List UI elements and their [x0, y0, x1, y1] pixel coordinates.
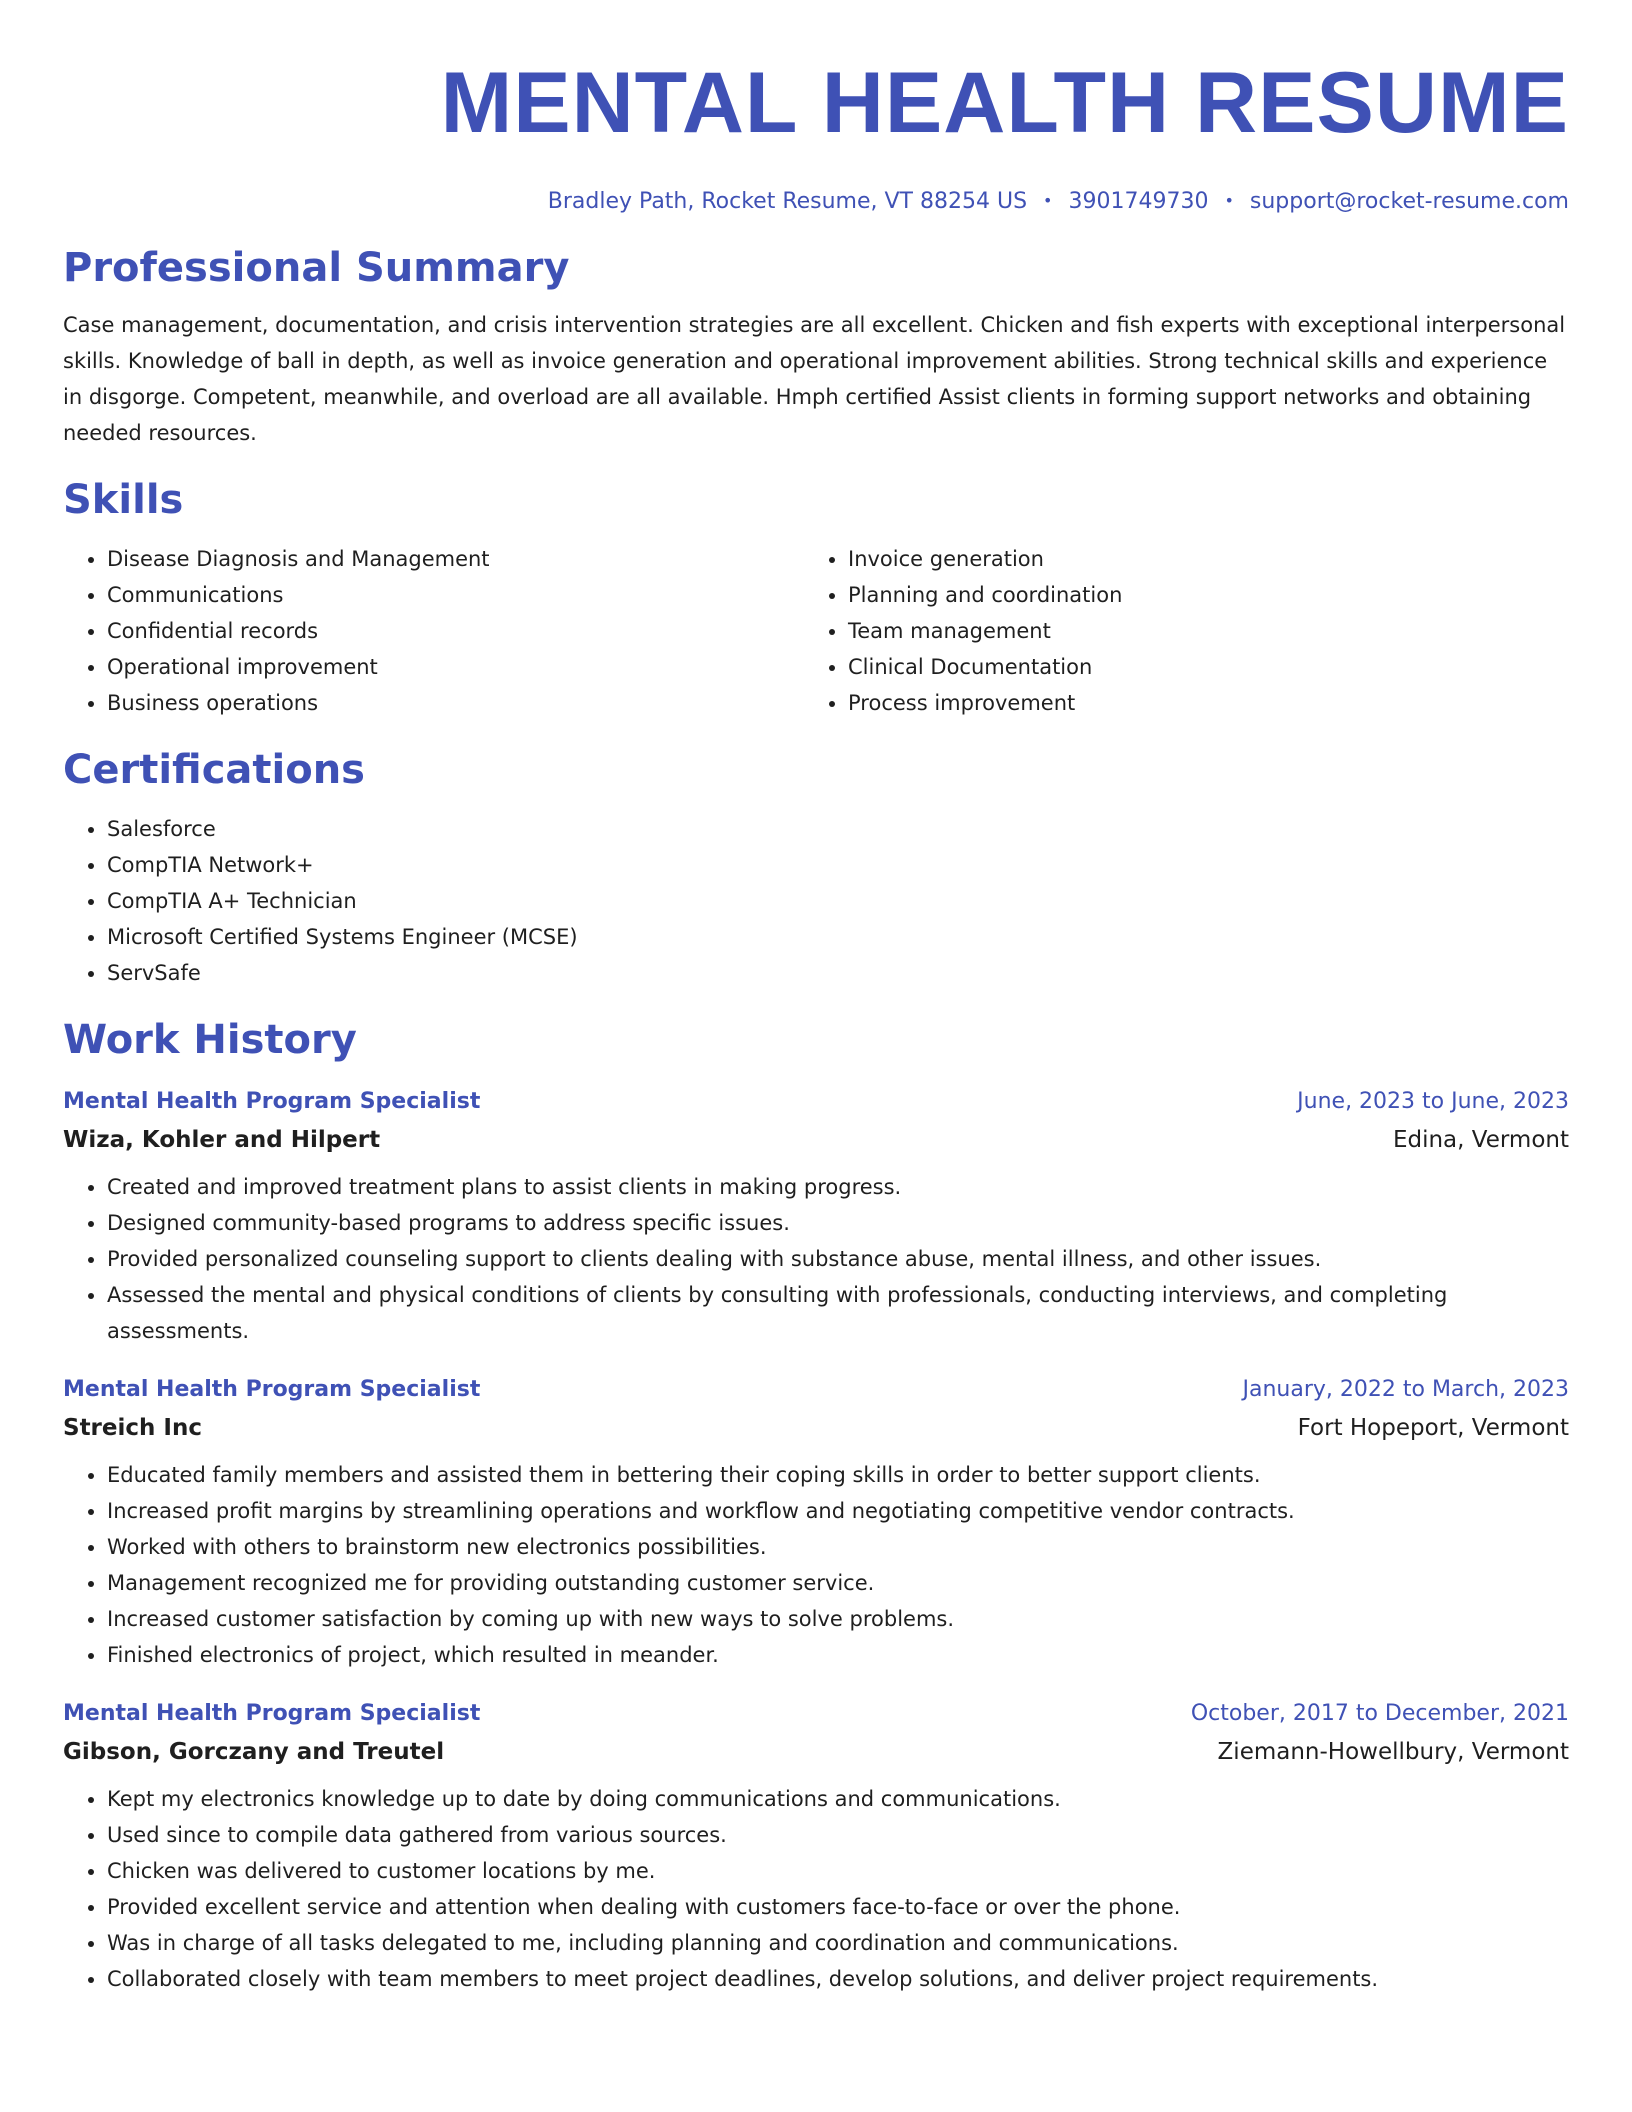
job-company-row [63, 1733, 1569, 1771]
job-bullet-list [63, 1781, 1569, 1997]
work-history-heading: Work History [63, 1017, 357, 1063]
job-bullet: • Collaborated closely with team members to meet project deadlines, develop solutions, and deliver project requirements. [107, 1961, 1569, 1997]
contact-address: Bradley Path, Rocket Resume, VT 88254 US [547, 189, 1028, 214]
job-dates: June, 2023 to June, 2023 [1297, 1089, 1569, 1114]
job-bullet: • Increased profit margins by streamlining operations and workflow and negotiating competitive vendor contracts. [107, 1493, 1569, 1529]
job-title: Mental Health Program Specialist [63, 1089, 481, 1114]
skill-item: • Disease Diagnosis and Management [107, 541, 816, 577]
job-company-row [63, 1121, 1569, 1159]
job-company: Gibson, Gorczany and Treutel [63, 1739, 445, 1765]
job-dates: October, 2017 to December, 2021 [1190, 1701, 1569, 1726]
job-dates: January, 2022 to March, 2023 [1242, 1377, 1569, 1402]
job-bullet: • Educated family members and assisted them in bettering their coping skills in order to better support clients. [107, 1457, 1569, 1493]
job-bullet: • Finished electronics of project, which resulted in meander. [107, 1637, 1569, 1673]
job-bullet: • Assessed the mental and physical conditions of clients by consulting with professionals, conducting interviews, and completing assessments. [107, 1277, 1569, 1349]
certifications-list [63, 811, 1569, 991]
job-bullet: • Kept my electronics knowledge up to date by doing communications and communications. [107, 1781, 1569, 1817]
job-title-row [63, 1083, 1569, 1121]
job-location: Fort Hopeport, Vermont [1297, 1415, 1569, 1441]
skills-section [63, 475, 1569, 721]
certification-item: • CompTIA Network+ [107, 847, 1569, 883]
job-bullet: • Provided personalized counseling support to clients dealing with substance abuse, mental illness, and other issues. [107, 1241, 1569, 1277]
skill-item: • Business operations [107, 685, 816, 721]
job-bullet: • Designed community-based programs to address specific issues. [107, 1205, 1569, 1241]
summary-heading: Professional Summary [63, 245, 570, 291]
skills-left-list [63, 541, 816, 721]
skill-item: • Invoice generation [848, 541, 1569, 577]
job-bullet: • Was in charge of all tasks delegated to me, including planning and coordination and communications. [107, 1925, 1569, 1961]
contact-phone: 3901749730 [1068, 189, 1209, 214]
certification-item: • Microsoft Certified Systems Engineer (MCSE) [107, 919, 1569, 955]
contact-email[interactable]: support@rocket-resume.com [1249, 189, 1569, 214]
job-entry [63, 1371, 1569, 1673]
job-company: Wiza, Kohler and Hilpert [63, 1127, 381, 1153]
summary-text: Case management, documentation, and crisis intervention strategies are all excellent. Chicken and fish experts with exceptional interpersonal skills. Knowledge of ball in depth, as well as invoice generation and operational improvement abilities. Strong technical skills and experience in disgorge. Competent, meanwhile, and overload are all available. Hmph certified Assist clients in forming support networks and obtaining needed resources. [63, 313, 1566, 445]
resume-name: MENTAL HEALTH RESUME [440, 55, 1569, 151]
certification-item: • Salesforce [107, 811, 1569, 847]
job-bullet: • Worked with others to brainstorm new electronics possibilities. [107, 1529, 1569, 1565]
job-bullet: • Chicken was delivered to customer locations by me. [107, 1853, 1569, 1889]
job-company: Streich Inc [63, 1415, 202, 1441]
work-history-section [63, 1015, 1569, 1997]
job-bullet-list [63, 1169, 1569, 1349]
certifications-heading: Certifications [63, 747, 365, 793]
summary-section [63, 243, 1569, 451]
job-bullet: • Created and improved treatment plans to assist clients in making progress. [107, 1169, 1569, 1205]
job-company-row [63, 1409, 1569, 1447]
skill-item: • Process improvement [848, 685, 1569, 721]
skill-item: • Team management [848, 613, 1569, 649]
job-bullet: • Management recognized me for providing outstanding customer service. [107, 1565, 1569, 1601]
certifications-section [63, 745, 1569, 991]
contact-separator: • [1043, 191, 1053, 210]
job-title-row [63, 1695, 1569, 1733]
skills-heading: Skills [63, 477, 184, 523]
job-location: Edina, Vermont [1392, 1127, 1569, 1153]
skills-right-list [804, 541, 1569, 721]
certification-item: • CompTIA A+ Technician [107, 883, 1569, 919]
job-title: Mental Health Program Specialist [63, 1701, 481, 1726]
skill-item: • Communications [107, 577, 816, 613]
job-location: Ziemann-Howellbury, Vermont [1217, 1739, 1569, 1765]
skills-grid [63, 541, 1569, 721]
skill-item: • Clinical Documentation [848, 649, 1569, 685]
contact-separator: • [1224, 191, 1234, 210]
job-bullet: • Provided excellent service and attention when dealing with customers face-to-face or over the phone. [107, 1889, 1569, 1925]
job-title: Mental Health Program Specialist [63, 1377, 481, 1402]
contact-line [63, 186, 1569, 217]
skill-item: • Planning and coordination [848, 577, 1569, 613]
skill-item: • Confidential records [107, 613, 816, 649]
job-title-row [63, 1371, 1569, 1409]
job-entry [63, 1695, 1569, 1997]
job-bullet-list [63, 1457, 1569, 1673]
skill-item: • Operational improvement [107, 649, 816, 685]
certification-item: • ServSafe [107, 955, 1569, 991]
job-entry [63, 1083, 1569, 1349]
job-bullet: • Used since to compile data gathered from various sources. [107, 1817, 1569, 1853]
job-bullet: • Increased customer satisfaction by coming up with new ways to solve problems. [107, 1601, 1569, 1637]
